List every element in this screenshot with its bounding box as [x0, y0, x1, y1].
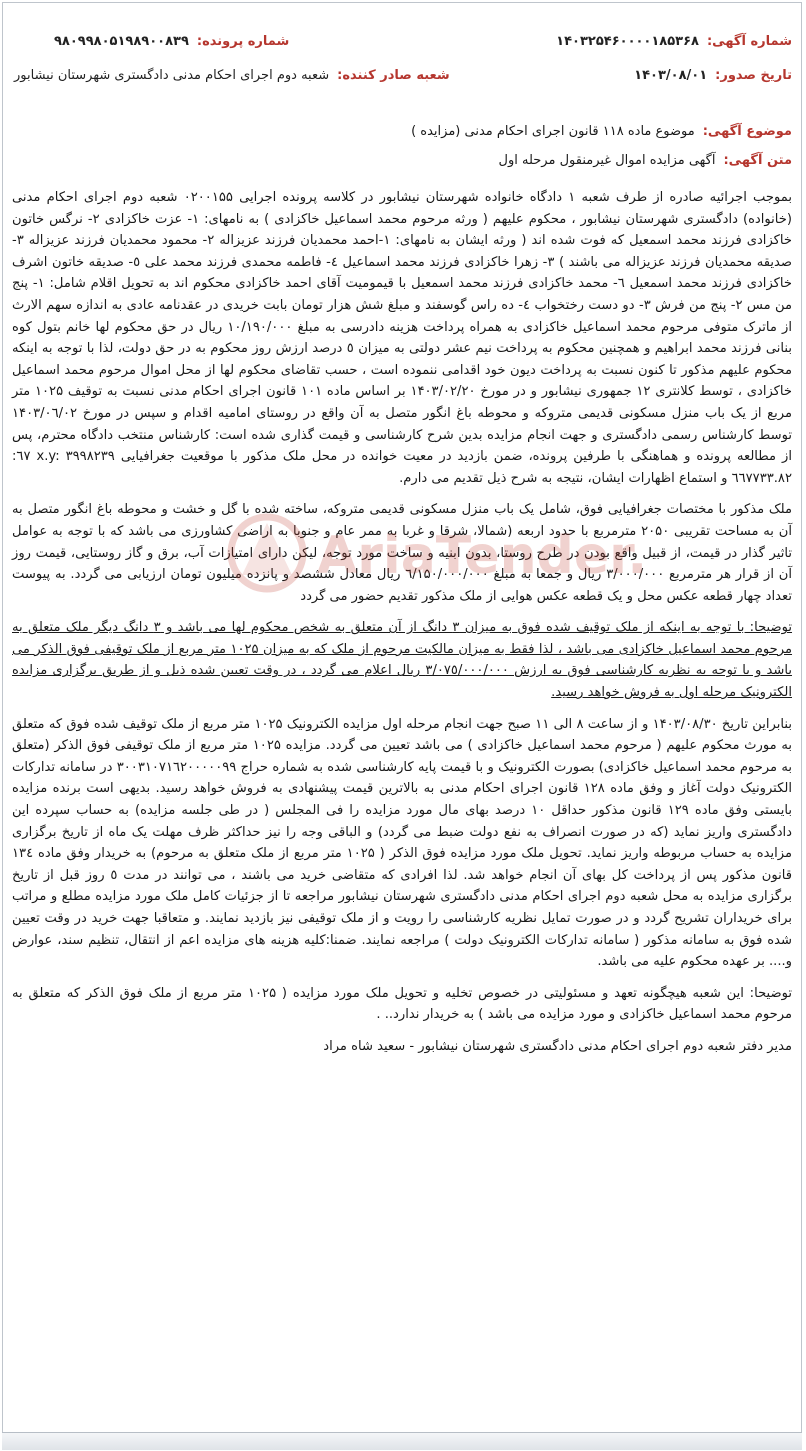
window-bottom-bar: [2, 1432, 802, 1450]
file-number-label: شماره پرونده:: [196, 34, 290, 49]
svg-text:AriaTender.net: AriaTender: [317, 526, 628, 586]
issuer-label: شعبه صادر کننده:: [337, 68, 450, 83]
ad-body: [12, 187, 792, 1068]
paragraph-ownership-note: توضیحا: با توجه به اینکه از ملک توقیف شده فوق به میزان ۳ دانگ از آن متعلق به شخص محکوم لها می باشد و ۳ دانگ دیگر ملک متعلق به مرحوم محمد اسماعیل خاکزادی می باشد ، لذا فقط به میزان مالکیت مرحوم از ملک که به میزان ۱۰۲۵ متر مربع از ملک توقیفی فوق الذکر می باشد و با توجه به نظریه کارشناسی فوق به ارزش ۳/۰۷٥/۰۰۰/۰۰۰ ریال اعلام می گردد ، در وقت تعیین شده ذیل و از طریق برگزاری مزایده الکترونیک مرحله اول به فروش خواهد رسید.: [12, 620, 793, 701]
issue-date-field: [634, 68, 792, 83]
paragraph-seizure: بموجب اجرائیه صادره از طرف شعبه ۱ دادگاه خانواده شهرستان نیشابور در کلاسه پرونده اجرایی ۰۲۰۰۱۵۵ شعبه دوم اجرای احکام مدنی (خانواده) دادگستری شهرستان نیشابور ، محکوم علیهم ( ورثه مرحوم محمد اسماعیل خاکزادی ) به نامهای: ۱- عزت خاکزادی ۲- نرگس خاتون خاکزادی فرزند محمد اسمعیل که فوت شده اند ( ورثه ایشان به نامهای: ۱-احمد محمدیان فرزند عزیزاله ۲- محمود محمدیان فرزند عزیزاله ۳- صدیقه محمدیان فرزند عزیزاله می باشند ) ۳- زهرا خاکزادی فرزند محمد اسماعیل ٤- فاطمه محمدی فرزند محمد علی ٥- صدیقه خاتون اشرف خاکزادی فرزند محمد اسمعیل ٦- محمد خاکزادی فرزند محمد اسمعیل با قیمومیت آقای احمد خاکزادی محکوم اند به تحویل اقلام شامل: ۱- پنج من مس ۲- پنج من فرش ۳- دو دست رختخواب ٤- ده راس گوسفند و مبلغ شش هزار تومان بابت خریدی در عقدنامه عادی به اندازه سهم الارث از ماترک متوفی مرحوم محمد اسماعیل خاکزادی به همراه پرداخت هزینه دادرسی به مبلغ ۱۰/۱۹۰/۰۰۰ ریال در حق محکوم لها خانم بتول کوه بنانی فرزند محمد ابراهیم و همچنین محکوم به پرداخت نیم عشر دولتی به میزان ٥ درصد ارزش روز محکوم به در حق دولت، لذا با توجه به اینکه محکوم علیهم مذکور تا کنون نسبت به پرداخت دیون خود اقدامی ننموده است ، حسب تقاضای محکوم لها از محل اموال مرحوم محمد اسماعیل خاکزادی ، توسط کلانتری ۱۲ جمهوری نیشابور و در مورخ ۱۴۰۳/۰۲/۲۰ بر اساس ماده ۱۰۱ قانون اجرای احکام مدنی نسبت به توقیف ۱۰۲۵ متر مربع از یک باب منزل مسکونی قدیمی متروکه و محوطه باغ انگور متصل به آن واقع در روستای امامیه اقدام و سپس در مورخ ۱۴۰۳/۰٦/۰۲ توسط کارشناس رسمی دادگستری و جهت انجام مزایده بدین شرح کارشناسی و قیمت گذاری شده است: کارشناس منتخب دادگاه محترم، پس از مطالعه پرونده و هماهنگی با طرفین پرونده، ضمن بازدید در معیت خوانده در محل ملک مذکور با موقعیت جغرافیایی y: ۳۹۹۸۲۳۹.٦۷ x: ٦٦۷۷۳۳.۸۲ و استماع اظهارات ایشان، نتیجه به شرح ذیل تقدیم می دارم.: [12, 190, 793, 486]
ad-text-label: متن آگهی:: [723, 153, 792, 168]
ad-meta: [14, 124, 792, 182]
subject-label: موضوع آگهی:: [702, 124, 792, 139]
header-row-1: [14, 34, 792, 68]
paragraph-liability-note: توضیحا: این شعبه هیچگونه تعهد و مسئولیتی در خصوص تخلیه و تحویل ملک مورد مزایده ( ۱۰۲۵ متر مربع از ملک فوق الذکر که متعلق به مرحوم محمد اسماعیل خاکزادی و مورد مزایده می باشد ) به خریدار ندارد.. .: [12, 985, 793, 1023]
subject-row: [14, 124, 792, 139]
paragraph-appraisal: ملک مذکور با مختصات جغرافیایی فوق، شامل یک باب منزل مسکونی قدیمی متروکه، ساخته شده با گل و خشت و محوطه باغ انگور متصل به آن به مساحت تقریبی ۲۰۵۰ مترمربع با حدود اربعه (شمالا، شرقا و غربا به ممر عام و جنوبا به اراضی کشاورزی می باشد که با توجه به عوامل تاثیر گذار در قیمت، از قبیل واقع بودن در طرح روستا، بدون ابنیه و ساخت مورد توجه، لیکن دارای امتیازات آب، برق و گاز روستایی، قیمت روز آن از قرار هر مترمربع ۳/۰۰۰/۰۰۰ ریال و جمعا به مبلغ ٦/۱۵۰/۰۰۰/۰۰۰ ریال معادل ششصد و پانزده میلیون تومان ارزیابی می گردد. به پیوست تعداد چهار قطعه عکس محل و یک قطعه عکس هوایی از ملک مذکور تقدیم حضور می گردد: [12, 502, 793, 604]
ad-number-label: شماره آگهی:: [706, 34, 792, 49]
issue-date-value: ۱۴۰۳/۰۸/۰۱: [634, 68, 708, 83]
file-number-value: ۹۸۰۹۹۸۰۵۱۹۸۹۰۰۸۳۹: [54, 34, 189, 49]
subject-value: موضوع ماده ۱۱۸ قانون اجرای احکام مدنی (مزایده ): [411, 124, 695, 139]
ad-text-row: [14, 153, 792, 168]
issue-date-label: تاریخ صدور:: [715, 68, 792, 83]
ad-text-value: آگهی مزایده اموال غیرمنقول مرحله اول: [498, 153, 716, 168]
file-number-field: [54, 34, 289, 49]
ad-number-field: [556, 34, 792, 49]
paragraph-auction-terms: بنابراین تاریخ ۱۴۰۳/۰۸/۳۰ و از ساعت ۸ الی ۱۱ صبح جهت انجام مرحله اول مزایده الکترونیک ۱۰۲۵ متر مربع از ملک توقیف شده فوق که متعلق به مورث محکوم علیهم ( مرحوم محمد اسماعیل خاکزادی ) می باشد تعیین می گردد. مزایده ۱۰۲۵ متر مربع از ملک توقیفی فوق الذکر (متعلق به مرحوم محمد اسماعیل خاکزادی) بصورت الکترونیک و با قیمت پایه کارشناسی شده به شماره حراج ۳۰۰۳۱۰۷۱٦۲۰۰۰۰۰۹۹ در سامانه تدارکات الکترونیک دولت آغاز و وفق ماده ۱۲۸ قانون اجرای احکام مدنی به بالاترین قیمت پیشنهادی به فروش خواهد رسید. بدیهی است برنده مزایده بایستی وفق ماده ۱۲۹ قانون مذکور حداقل ۱۰ درصد بهای مال مورد مزایده را فی المجلس ( در طی جلسه مزایده) به حساب سپرده این دادگستری واریز نماید (که در صورت انصراف به نفع دولت ضبط می گردد) و الباقی وجه را نیز حداکثر ظرف مهلت یک ماه از تاریخ برگزاری مزایده به حساب مربوطه واریز نماید. تحویل ملک مورد مزایده فوق الذکر ( ۱۰۲۵ متر مربع از ملک متعلق به مرحوم) به خریدار وفق ماده ۱۳٤ قانون مذکور پس از پرداخت کل بهای آن انجام خواهد شد. لذا افرادی که متقاضی خرید می باشند ، می توانند در مدت ٥ روز قبل از تاریخ برگزاری مزایده به محل شعبه دوم اجرای احکام مدنی دادگستری شهرستان نیشابور مراجعه تا از جزئیات کامل ملک مورد مزایده مطلع و مراتب برای خریداران تشریح گردد و در صورت تمایل نظریه کارشناسی را رویت و از ملک توقیفی نیز بازدید نمایند. و متعاقبا جهت خرید در وقت تعیین شده فوق به سامانه مذکور ( سامانه تدارکات الکترونیک دولت ) مراجعه نمایند. ضمنا:کلیه هزینه های مزایده اعم از انتقال، تنظیم سند، عوارض و.... بر عهده محکوم علیه می باشد.: [12, 716, 793, 970]
ad-header: [14, 34, 792, 102]
paragraph-signature: مدیر دفتر شعبه دوم اجرای احکام مدنی دادگستری شهرستان نیشابور - سعید شاه مراد: [323, 1038, 792, 1054]
issuer-field: [14, 68, 450, 83]
issuer-value: شعبه دوم اجرای احکام مدنی دادگستری شهرستان نیشابور: [14, 68, 330, 83]
ad-number-value: ۱۴۰۳۲۵۴۶۰۰۰۰۱۸۵۳۶۸: [556, 34, 699, 49]
header-row-2: [14, 68, 792, 102]
